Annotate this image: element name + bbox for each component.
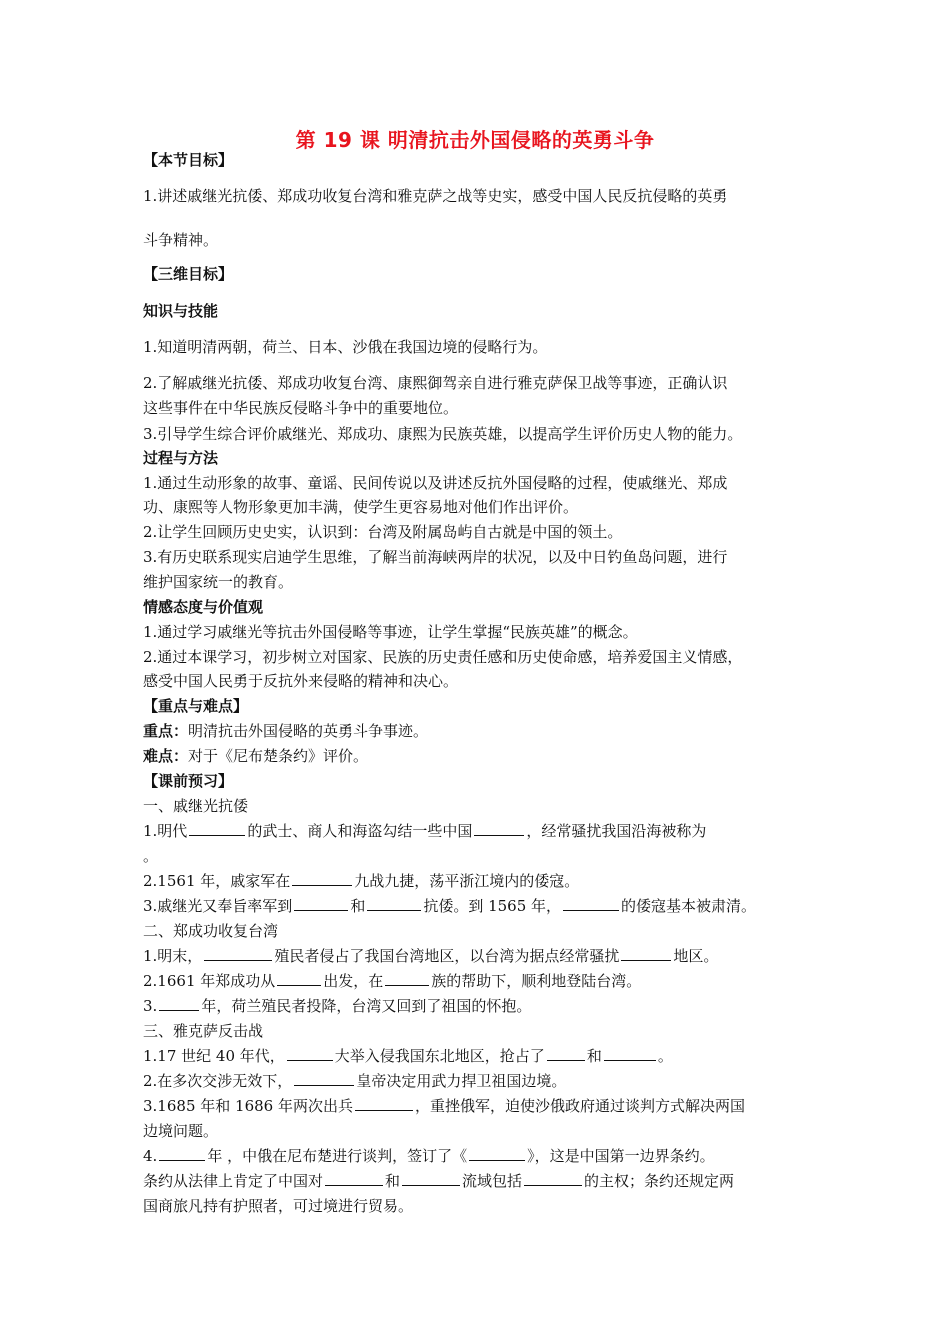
preview-part-1-title: 一、戚继光抗倭	[143, 797, 249, 815]
text-segment: 大举入侵我国东北地区，抢占了	[334, 1047, 545, 1065]
preview-q2-3	[143, 996, 823, 1016]
difficulty-label: 难点：	[143, 747, 189, 765]
text-segment: 流域包括	[462, 1172, 523, 1190]
preview-q3-1	[143, 1046, 823, 1066]
process-item-1a: 1.通过生动形象的故事、童谣、民间传说以及讲述反抗外国侵略的过程，使戚继光、郑成	[143, 474, 728, 492]
answer-blank[interactable]	[367, 896, 421, 911]
answer-blank[interactable]	[204, 946, 272, 961]
text-segment: 抗倭。到 1565 年，	[423, 897, 562, 915]
knowledge-item-3: 3.引导学生综合评价戚继光、郑成功、康熙为民族英雄，以提高学生评价历史人物的能力。	[143, 425, 743, 443]
answer-blank[interactable]	[277, 971, 321, 986]
text-segment: 年 ，中俄在尼布楚进行谈判，签订了《	[207, 1147, 468, 1165]
text-segment: 3.	[143, 997, 158, 1015]
difficulty-text: 对于《尼布楚条约》评价。	[188, 747, 369, 765]
preview-q3-6: 国商旅凡持有护照者，可过境进行贸易。	[143, 1197, 414, 1215]
text-segment: 的武士、商人和海盗勾结一些中国	[247, 822, 473, 840]
text-segment: 3.1685 年和 1686 年两次出兵	[143, 1097, 353, 1115]
preview-q3-3-end: 边境问题。	[143, 1122, 219, 1140]
answer-blank[interactable]	[294, 1071, 354, 1086]
subheading-emotion: 情感态度与价值观	[143, 598, 264, 616]
answer-blank[interactable]	[469, 1146, 525, 1161]
text-segment: 和	[385, 1172, 401, 1190]
section-heading-preview: 【课前预习】	[143, 772, 234, 790]
preview-q1-3	[143, 896, 823, 916]
answer-blank[interactable]	[189, 821, 245, 836]
preview-q3-3	[143, 1096, 823, 1116]
process-item-2: 2.让学生回顾历史史实，认识到：台湾及附属岛屿自古就是中国的领土。	[143, 523, 623, 541]
section-heading-goals: 【本节目标】	[143, 151, 234, 169]
difficulty-line	[143, 746, 823, 766]
lesson-title: 第 19 课 明清抗击外国侵略的英勇斗争	[295, 128, 655, 152]
answer-blank[interactable]	[524, 1171, 582, 1186]
goal-line-1: 1.讲述戚继光抗倭、郑成功收复台湾和雅克萨之战等史实，感受中国人民反抗侵略的英勇	[143, 187, 728, 205]
knowledge-item-2b: 这些事件在中华民族反侵略斗争中的重要地位。	[143, 399, 459, 417]
process-item-3a: 3.有历史联系现实启迪学生思维，了解当前海峡两岸的状况，以及中日钓鱼岛问题，进行	[143, 548, 728, 566]
answer-blank[interactable]	[402, 1171, 460, 1186]
section-heading-key-points: 【重点与难点】	[143, 697, 249, 715]
emotion-item-1: 1.通过学习戚继光等抗击外国侵略等事迹，让学生掌握“民族英雄”的概念。	[143, 623, 638, 641]
text-segment: 》，这是中国第一边界条约。	[527, 1147, 715, 1165]
knowledge-item-1: 1.知道明清两朝，荷兰、日本、沙俄在我国边境的侵略行为。	[143, 338, 548, 356]
answer-blank[interactable]	[159, 996, 199, 1011]
text-segment: 和	[350, 897, 366, 915]
text-segment: 年，荷兰殖民者投降，台湾又回到了祖国的怀抱。	[201, 997, 532, 1015]
preview-q1-2	[143, 871, 823, 891]
text-segment: 的倭寇基本被肃清。	[621, 897, 757, 915]
text-segment: 1.明代	[143, 822, 188, 840]
preview-part-3-title: 三、雅克萨反击战	[143, 1022, 264, 1040]
subheading-knowledge: 知识与技能	[143, 302, 219, 320]
subheading-process: 过程与方法	[143, 449, 219, 467]
text-segment: 1.17 世纪 40 年代，	[143, 1047, 285, 1065]
answer-blank[interactable]	[325, 1171, 383, 1186]
answer-blank[interactable]	[621, 946, 671, 961]
preview-q3-4	[143, 1146, 823, 1166]
text-segment: 九战九捷，荡平浙江境内的倭寇。	[354, 872, 580, 890]
key-point-label: 重点：	[143, 722, 189, 740]
text-segment: 的主权；条约还规定两	[584, 1172, 735, 1190]
text-segment: 族的帮助下，顺利地登陆台湾。	[431, 972, 642, 990]
text-segment: 出发，在	[323, 972, 384, 990]
answer-blank[interactable]	[563, 896, 619, 911]
process-item-3b: 维护国家统一的教育。	[143, 573, 294, 591]
text-segment: 。	[657, 1047, 673, 1065]
text-segment: 2.1661 年郑成功从	[143, 972, 276, 990]
answer-blank[interactable]	[159, 1146, 205, 1161]
preview-q1-1-end: 。	[143, 847, 159, 865]
preview-q3-5	[143, 1171, 823, 1191]
preview-part-2-title: 二、郑成功收复台湾	[143, 922, 279, 940]
goal-line-2: 斗争精神。	[143, 231, 219, 249]
knowledge-item-2a: 2.了解戚继光抗倭、郑成功收复台湾、康熙御驾亲自进行雅克萨保卫战等事迹，正确认识	[143, 374, 728, 392]
answer-blank[interactable]	[292, 871, 352, 886]
text-segment: 皇帝决定用武力捍卫祖国边境。	[356, 1072, 567, 1090]
emotion-item-2a: 2.通过本课学习，初步树立对国家、民族的历史责任感和历史使命感，培养爱国主义情感，	[143, 648, 743, 666]
text-segment: 地区。	[673, 947, 719, 965]
key-point-text: 明清抗击外国侵略的英勇斗争事迹。	[188, 722, 429, 740]
answer-blank[interactable]	[604, 1046, 656, 1061]
text-segment: 条约从法律上肯定了中国对	[143, 1172, 324, 1190]
preview-q2-1	[143, 946, 823, 966]
text-segment: 3.戚继光又奉旨率军到	[143, 897, 293, 915]
preview-q2-2	[143, 971, 823, 991]
preview-q1-1	[143, 821, 823, 841]
answer-blank[interactable]	[385, 971, 429, 986]
text-segment: 4.	[143, 1147, 158, 1165]
answer-blank[interactable]	[287, 1046, 333, 1061]
text-segment: ，重挫俄军，迫使沙俄政府通过谈判方式解决两国	[414, 1097, 745, 1115]
text-segment: 殖民者侵占了我国台湾地区，以台湾为据点经常骚扰	[274, 947, 620, 965]
section-heading-three-dimension: 【三维目标】	[143, 265, 234, 283]
answer-blank[interactable]	[474, 821, 524, 836]
text-segment: 2.1561 年，戚家军在	[143, 872, 291, 890]
answer-blank[interactable]	[294, 896, 348, 911]
emotion-item-2b: 感受中国人民勇于反抗外来侵略的精神和决心。	[143, 672, 459, 690]
text-segment: ，经常骚扰我国沿海被称为	[526, 822, 707, 840]
text-segment: 2.在多次交涉无效下，	[143, 1072, 293, 1090]
key-point-line	[143, 721, 823, 741]
text-segment: 1.明末，	[143, 947, 203, 965]
text-segment: 和	[586, 1047, 602, 1065]
answer-blank[interactable]	[355, 1096, 413, 1111]
preview-q3-2	[143, 1071, 823, 1091]
answer-blank[interactable]	[547, 1046, 585, 1061]
process-item-1b: 功、康熙等人物形象更加丰满，使学生更容易地对他们作出评价。	[143, 498, 579, 516]
